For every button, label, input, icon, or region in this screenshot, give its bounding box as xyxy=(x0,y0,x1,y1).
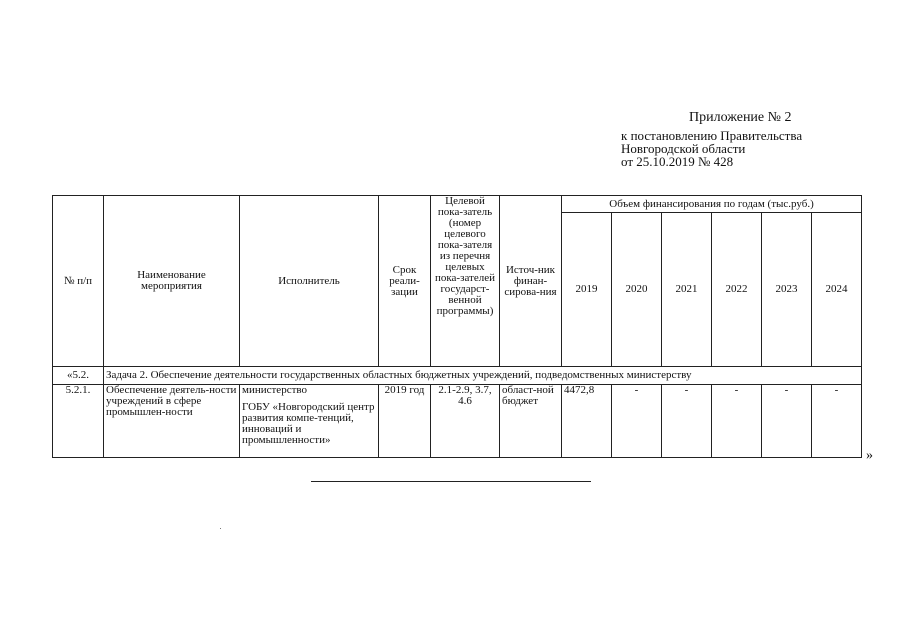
row-value-2024: - xyxy=(812,385,862,458)
resolution-date-line: от 25.10.2019 № 428 xyxy=(621,154,734,169)
row-value-2023: - xyxy=(762,385,812,458)
row-event: Обеспечение деятель-ности учреждений в сфере промышлен-ности xyxy=(104,385,240,458)
executor-institution: ГОБУ «Новгородский центр развития компе-тенций, инноваций и промышленности» xyxy=(242,401,375,446)
task-num: «5.2. xyxy=(53,367,104,385)
header-executor: Исполнитель xyxy=(240,196,379,367)
appendix-title: Приложение № 2 xyxy=(689,110,792,125)
row-executor xyxy=(240,385,379,458)
closing-quote: » xyxy=(866,448,873,463)
header-year: 2021 xyxy=(662,213,712,367)
row-value-2021: - xyxy=(662,385,712,458)
row-value-2022: - xyxy=(712,385,762,458)
row-value-2019: 4472,8 xyxy=(562,385,612,458)
row-value-2020: - xyxy=(612,385,662,458)
table-row xyxy=(53,385,862,458)
header-year: 2024 xyxy=(812,213,862,367)
resolution-line: к постановлению Правительства xyxy=(621,128,803,143)
header-year: 2020 xyxy=(612,213,662,367)
funding-table xyxy=(52,195,862,458)
header-funding-group: Объем финансирования по годам (тыс.руб.) xyxy=(562,196,862,213)
header-event: Наименование мероприятия xyxy=(104,196,240,367)
header-target: Целевой пока-затель (номер целевого пока-зателя из перечня целевых пока-зателей государст-венной программы) xyxy=(431,196,500,367)
header-year: 2022 xyxy=(712,213,762,367)
header-source: Источ-ник финан-сирова-ния xyxy=(500,196,562,367)
scan-speck xyxy=(220,528,221,529)
separator-line xyxy=(311,481,591,482)
header-term: Срок реали-зации xyxy=(379,196,431,367)
task-text: Задача 2. Обеспечение деятельности государственных областных бюджетных учреждений, подведомственных министерству xyxy=(104,367,862,385)
header-year: 2019 xyxy=(562,213,612,367)
row-source: област-ной бюджет xyxy=(500,385,562,458)
row-term: 2019 год xyxy=(379,385,431,458)
row-target: 2.1-2.9, 3.7, 4.6 xyxy=(431,385,500,458)
header-year: 2023 xyxy=(762,213,812,367)
region-line: Новгородской области xyxy=(621,141,746,156)
executor-ministry: министерство xyxy=(242,384,308,396)
row-num: 5.2.1. xyxy=(53,385,104,458)
header-num: № п/п xyxy=(53,196,104,367)
task-row xyxy=(53,367,862,385)
